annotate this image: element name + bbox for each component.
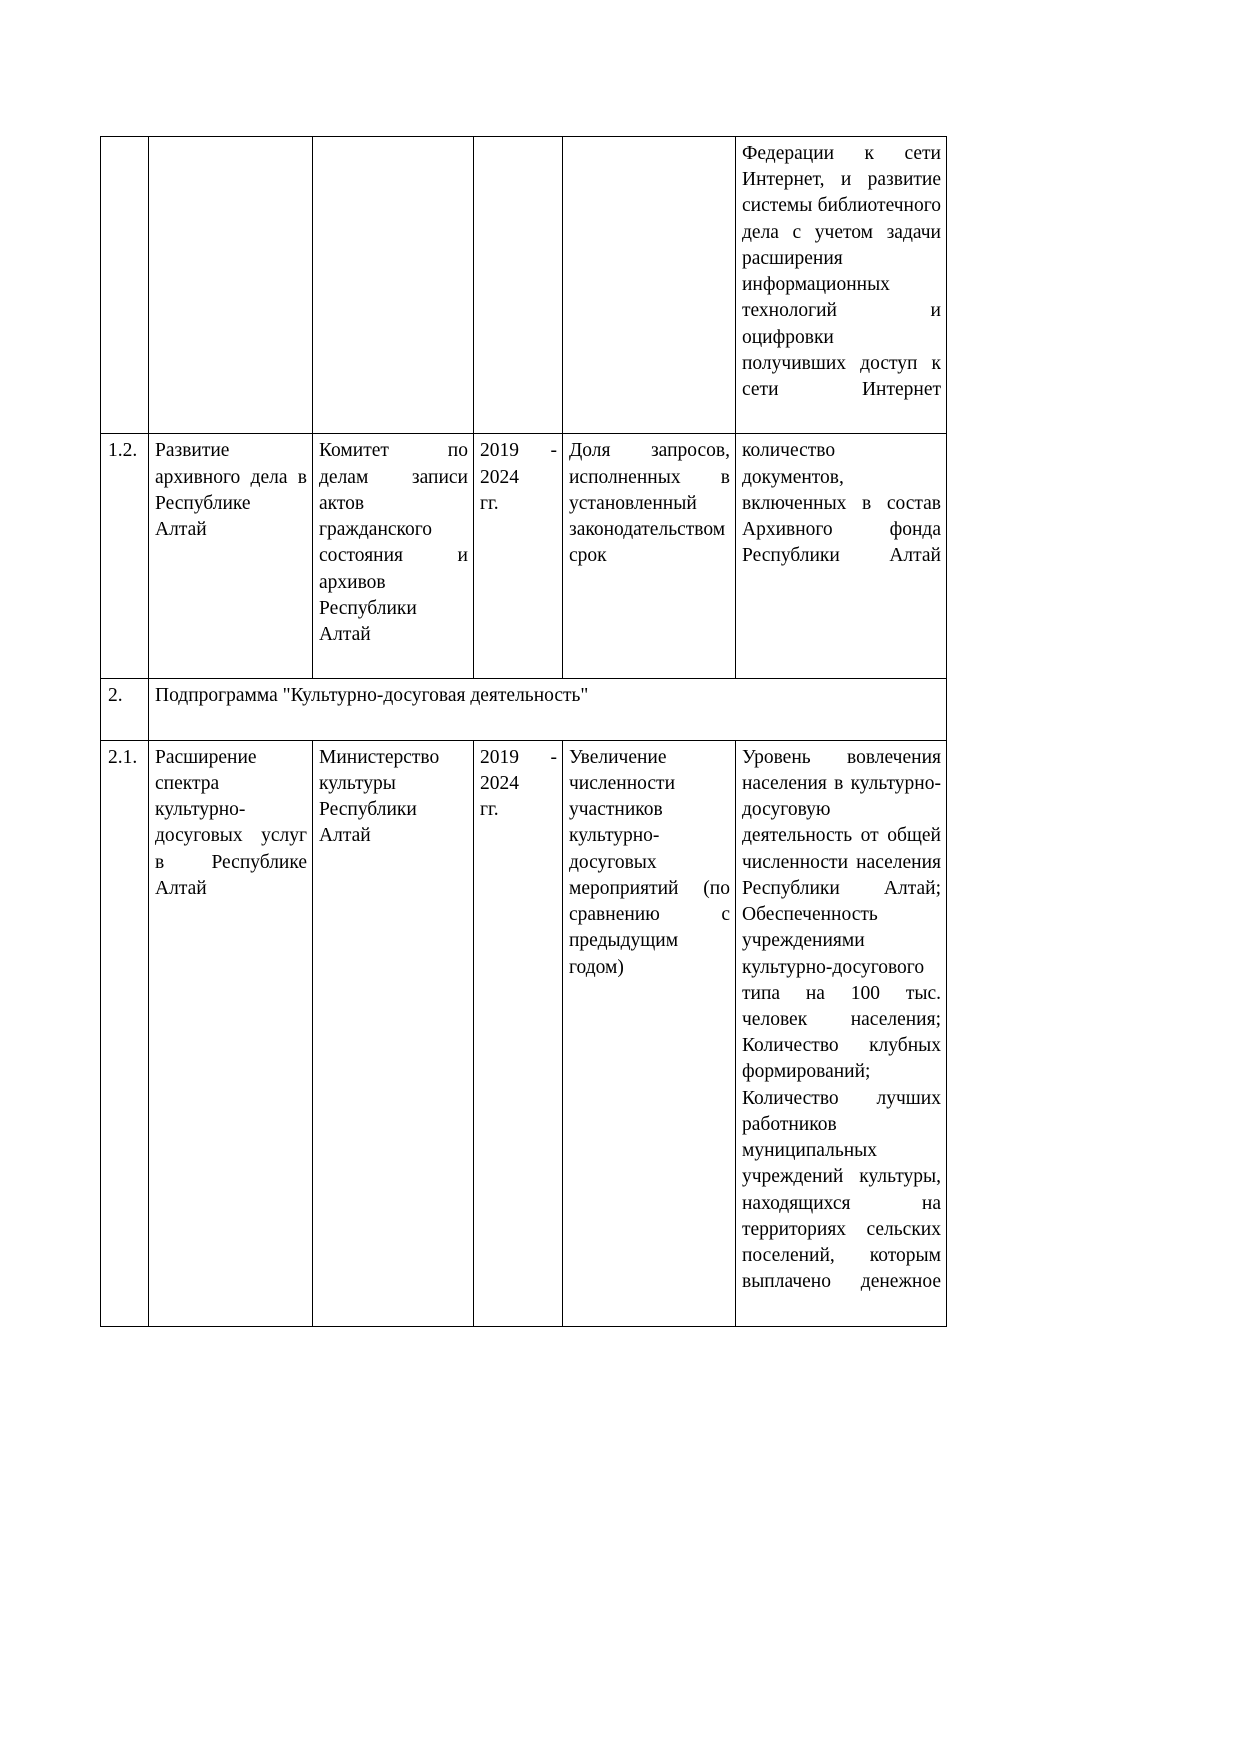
cell-indicator: Доля запросов, исполненных в установленный законодательством срок bbox=[563, 434, 736, 679]
cell-indicator: Увеличение численности участников культурно-досуговых мероприятий (по сравнению с предыдущим годом) bbox=[563, 740, 736, 1326]
table-row bbox=[101, 137, 947, 434]
cell-executor: Министерство культуры Республики Алтай bbox=[313, 740, 474, 1326]
table-row-section bbox=[101, 679, 947, 740]
cell-indicator bbox=[563, 137, 736, 434]
cell-executor bbox=[313, 137, 474, 434]
cell-period: 2019 - 2024 гг. bbox=[474, 740, 563, 1326]
cell-result: Федерации к сети Интернет, и развитие системы библиотечного дела с учетом задачи расширения информационных технологий и оцифровки получивших доступ к сети Интернет bbox=[736, 137, 947, 434]
table-row bbox=[101, 434, 947, 679]
program-measures-table bbox=[100, 136, 947, 1327]
cell-section-title: Подпрограмма "Культурно-досуговая деятельность" bbox=[149, 679, 947, 740]
cell-row-number: 1.2. bbox=[101, 434, 149, 679]
cell-period bbox=[474, 137, 563, 434]
cell-measure: Развитие архивного дела в Республике Алтай bbox=[149, 434, 313, 679]
cell-row-number: 2.1. bbox=[101, 740, 149, 1326]
cell-period: 2019 - 2024 гг. bbox=[474, 434, 563, 679]
cell-result: Уровень вовлечения населения в культурно-досуговую деятельность от общей численности населения Республики Алтай; Обеспеченность учреждениями культурно-досугового типа на 100 тыс. человек населения; Количество клубных формирований; Количество лучших работников муниципальных учреждений культуры, находящихся на территориях сельских поселений, которым выплачено денежное bbox=[736, 740, 947, 1326]
cell-section-number: 2. bbox=[101, 679, 149, 740]
cell-result: количество документов, включенных в состав Архивного фонда Республики Алтай bbox=[736, 434, 947, 679]
cell-executor: Комитет по делам записи актов гражданского состояния и архивов Республики Алтай bbox=[313, 434, 474, 679]
table-row bbox=[101, 740, 947, 1326]
cell-row-number bbox=[101, 137, 149, 434]
cell-measure bbox=[149, 137, 313, 434]
cell-measure: Расширение спектра культурно-досуговых услуг в Республике Алтай bbox=[149, 740, 313, 1326]
